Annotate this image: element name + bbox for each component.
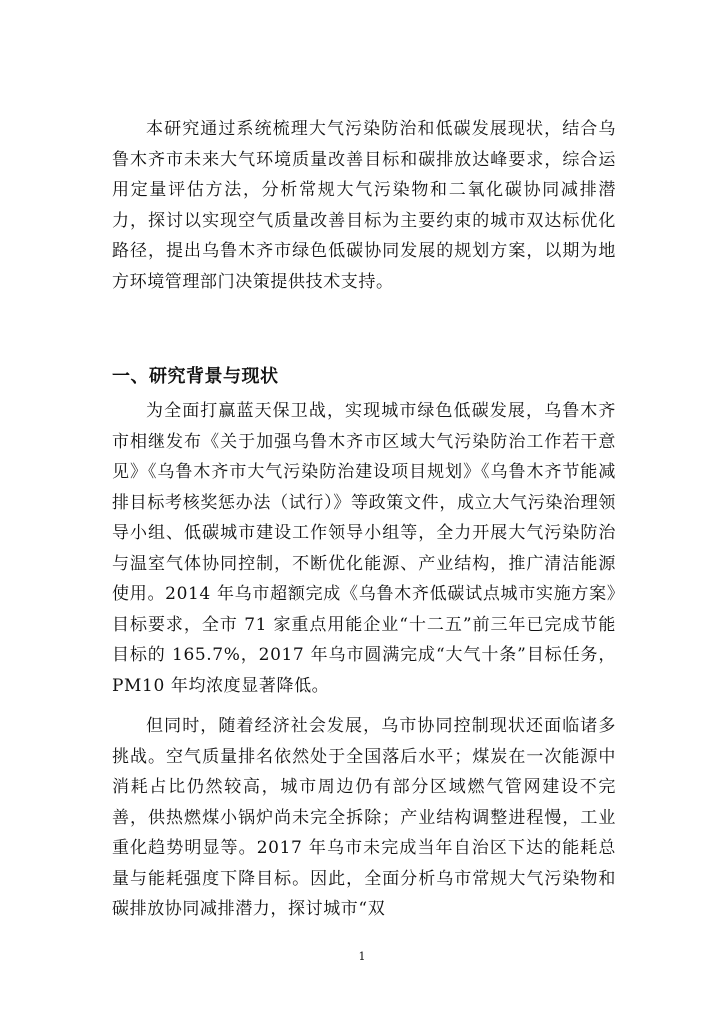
intro-paragraph: 本研究通过系统梳理大气污染防治和低碳发展现状，结合乌鲁木齐市未来大气环境质量改善目标和碳排放达峰要求，综合运用定量评估方法，分析常规大气污染物和二氧化碳协同减排潜力，探讨以实现空气质量改善目标为主要约束的城市双达标优化路径，提出乌鲁木齐市绿色低碳协同发展的规划方案，以期为地方环境管理部门决策提供技术支持。	[112, 119, 616, 292]
page-number: 1	[358, 950, 366, 963]
section-heading: 一、研究背景与现状	[112, 366, 279, 387]
challenges-paragraph: 但同时，随着经济社会发展，乌市协同控制现状还面临诸多挑战。空气质量排名依然处于全国落后水平；煤炭在一次能源中消耗占比仍然较高，城市周边仍有部分区域燃气管网建设不完善，供热燃煤小锅炉尚未完全拆除；产业结构调整进程慢，工业重化趋势明显等。2017 年乌市未完成当年自治区下达的能耗总量与能耗强度下降目标。因此，全面分析乌市常规大气污染物和碳排放协同减排潜力，探讨城市“双	[112, 716, 616, 919]
background-paragraph: 为全面打赢蓝天保卫战，实现城市绿色低碳发展，乌鲁木齐市相继发布《关于加强乌鲁木齐市区域大气污染防治工作若干意见》《乌鲁木齐市大气污染防治建设项目规划》《乌鲁木齐节能减排目标考核奖惩办法（试行）》等政策文件，成立大气污染治理领导小组、低碳城市建设工作领导小组等，全力开展大气污染防治与温室气体协同控制，不断优化能源、产业结构，推广清洁能源使用。2014 年乌市超额完成《乌鲁木齐低碳试点城市实施方案》目标要求，全市 71 家重点用能企业“十二五”前三年已完成节能目标的 165.7%，2017 年乌市圆满完成“大气十条”目标任务，PM10 年均浓度显著降低。	[112, 401, 616, 696]
